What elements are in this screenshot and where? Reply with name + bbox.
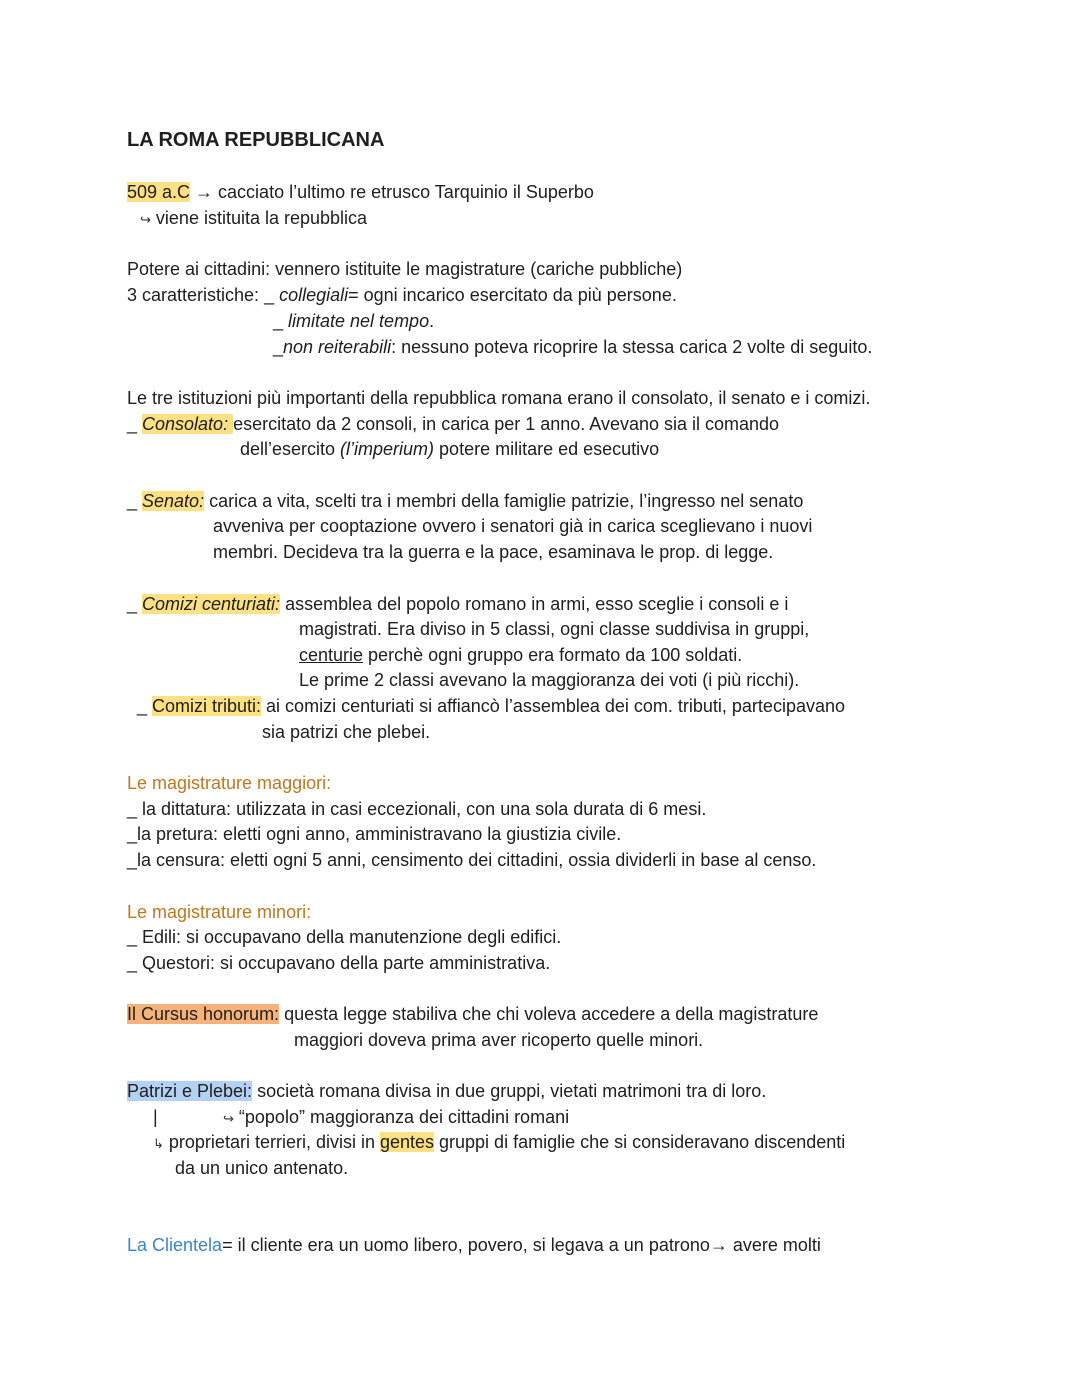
minori-item: _ Questori: si occupavano della parte amministrativa. [127,953,551,973]
tributi-label: Comizi tributi: [152,696,262,716]
maggiori-item: _la censura: eletti ogni 5 anni, censimento dei cittadini, ossia dividerli in base al censo. [127,850,817,870]
hook-arrow-icon: ↪ [223,1111,234,1126]
patrizi-bar: | [153,1107,158,1127]
centuriati-line-4: Le prime 2 classi avevano la maggioranza dei voti (i più ricchi). [299,670,800,690]
repubblica-text: viene istituita la repubblica [155,208,368,228]
caratteristica-2: _ limitate nel tempo. [273,311,435,331]
clientela-line: La Clientela= il cliente era un uomo libero, povero, si legava a un patrono→ avere molti [127,1235,821,1255]
term-non-reiterabili: non reiterabili [283,337,392,357]
caratteristiche-label: 3 caratteristiche: [127,285,260,305]
tributi-line-1: _ Comizi tributi: ai comizi centuriati si affiancò l’assemblea dei com. tributi, partecipavano [137,696,845,716]
date-509-line [127,180,594,204]
caratteristica-1: 3 caratteristiche: _ collegiali= ogni incarico esercitato da più persone. [127,285,677,305]
cursus-label: Il Cursus honorum: [127,1004,280,1024]
senato-line-2: avveniva per cooptazione ovvero i senatori già in carica sceglievano i nuovi [213,516,813,536]
centuriati-line-3: centurie perchè ogni gruppo era formato da 100 soldati. [299,645,743,665]
popolo-line: ↪ “popolo” maggioranza dei cittadini romani [223,1107,570,1127]
date-509-highlight: 509 a.C [127,182,191,202]
caratteristica-3: _non reiterabili: nessuno poteva ricoprire la stessa carica 2 volte di seguito. [273,337,873,357]
page-title: LA ROMA REPUBBLICANA [127,129,385,151]
cursus-line-1: Il Cursus honorum: questa legge stabiliva che chi voleva accedere a della magistrature [127,1004,819,1024]
proprietari-line: ↳ proprietari terrieri, divisi in gentes gruppi di famiglie che si consideravano discendenti [153,1132,846,1152]
hook-arrow-icon: ↪ [140,212,151,227]
centuriati-line-1: _ Comizi centuriati: assemblea del popolo romano in armi, esso sceglie i consoli e i [127,594,789,614]
centurie-term: centurie [299,645,364,665]
repubblica-line [140,206,367,232]
minori-item: _ Edili: si occupavano della manutenzione degli edifici. [127,927,562,947]
consolato-line-1: _ Consolato: esercitato da 2 consoli, in carica per 1 anno. Avevano sia il comando [127,414,780,434]
centuriati-label: Comizi centuriati: [142,594,281,614]
centuriati-line-2: magistrati. Era diviso in 5 classi, ogni classe suddivisa in gruppi, [299,619,810,639]
consolato-line-2: dell’esercito (l’imperium) potere militare ed esecutivo [240,439,660,459]
date-509-text: → cacciato l’ultimo re etrusco Tarquinio il Superbo [190,182,594,202]
tributi-line-2: sia patrizi che plebei. [262,722,431,742]
down-right-arrow-icon: ↳ [153,1136,164,1151]
term-limitate: limitate nel tempo [288,311,430,331]
potere-line: Potere ai cittadini: vennero istituite le magistrature (cariche pubbliche) [127,259,683,279]
senato-line-1: _ Senato: carica a vita, scelti tra i membri della famiglie patrizie, l’ingresso nel senato [127,491,804,511]
istituzioni-intro: Le tre istituzioni più importanti della repubblica romana erano il consolato, il senato e i comizi. [127,388,871,408]
consolato-label: Consolato: [142,414,234,434]
antenato-line: da un unico antenato. [175,1158,349,1178]
patrizi-line-1: Patrizi e Plebei: società romana divisa in due gruppi, vietati matrimoni tra di loro. [127,1081,767,1101]
maggiori-heading: Le magistrature maggiori: [127,773,332,793]
clientela-label: La Clientela [127,1235,223,1255]
imperium-term: (l’imperium) [340,439,435,459]
maggiori-item: _ la dittatura: utilizzata in casi eccezionali, con una sola durata di 6 mesi. [127,799,707,819]
cursus-line-2: maggiori doveva prima aver ricoperto quelle minori. [294,1030,704,1050]
gentes-term: gentes [379,1132,435,1152]
minori-heading: Le magistrature minori: [127,902,312,922]
patrizi-label: Patrizi e Plebei: [127,1081,253,1101]
term-collegiali: collegiali [279,285,349,305]
maggiori-item: _la pretura: eletti ogni anno, amministravano la giustizia civile. [127,824,622,844]
senato-label: Senato: [142,491,205,511]
senato-line-3: membri. Decideva tra la guerra e la pace, esaminava le prop. di legge. [213,542,774,562]
